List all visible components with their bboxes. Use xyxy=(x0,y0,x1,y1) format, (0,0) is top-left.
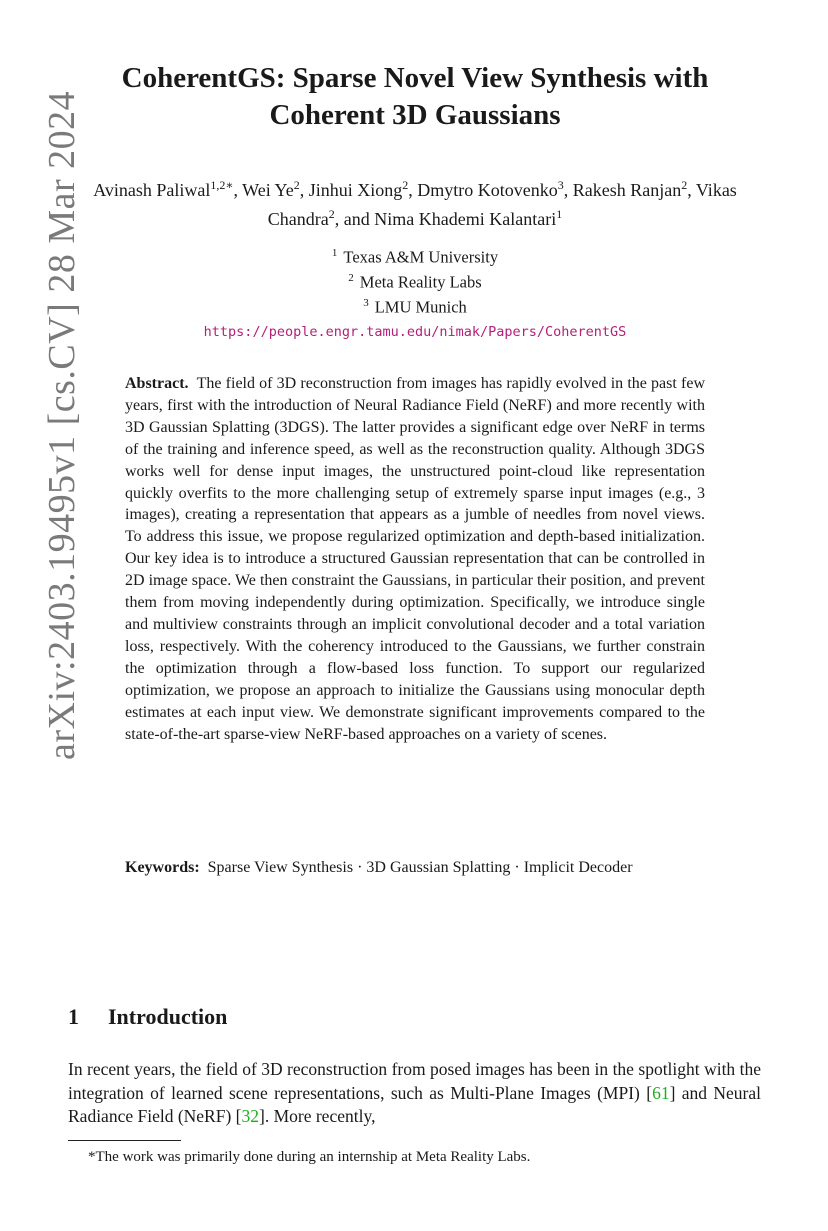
abstract xyxy=(125,373,705,745)
intro-text: ] and Neural Radiance Field (NeRF) [ xyxy=(68,1082,761,1126)
abstract-text: The field of 3D reconstruction from images has rapidly evolved in the past few years, first with the introduction of Neural Radiance Field (NeRF) and more recently with 3D Gaussian Splatting (3DGS). The latter provides a significant edge over NeRF in terms of the training and inference speed, as well as the reconstruction quality. Although 3DGS works well for dense input images, the unstructured point-cloud like representation quickly overfits to the more challenging setup of extremely sparse input images (e.g., 3 images), creating a representation that appears as a jumble of needles from novel views. To address this issue, we propose regularized optimization and depth-based initialization. Our key idea is to introduce a structured Gaussian representation that can be controlled in 2D image space. We then constraint the Gaussians, in particular their position, and prevent them from moving independently during optimization. Specifically, we introduce single and multiview constraints through an implicit convolutional decoder and a total variation loss, respectively. With the coherency introduced to the Gaussians, we further constrain the optimization through a flow-based loss function. To support our regularized optimization, we propose an approach to initialize the Gaussians using monocular depth estimates at each input view. We demonstrate significant improvements compared to the state-of-the-art sparse-view NeRF-based approaches on a variety of scenes. xyxy=(125,375,705,743)
author-name: , and Nima Khademi Kalantari xyxy=(334,209,557,229)
author-list xyxy=(80,173,750,231)
author-name: , Dmytro Kotovenko xyxy=(408,180,558,200)
author-affil: 2 xyxy=(293,178,300,192)
citation-link[interactable]: 61 xyxy=(652,1082,670,1103)
section-title: Introduction xyxy=(108,1004,228,1029)
author-affil: 3 xyxy=(557,178,564,192)
intro-paragraph xyxy=(68,1058,761,1129)
author-name: , Jinhui Xiong xyxy=(299,180,403,200)
arxiv-sidebar-id: arXiv:2403.19495v1 [cs.CV] 28 Mar 2024 xyxy=(41,90,83,760)
author-affil: 1 xyxy=(556,207,563,221)
paper-title xyxy=(70,60,760,134)
footnote: *The work was primarily done during an internship at Meta Reality Labs. xyxy=(88,1149,531,1165)
title-line-2: Coherent 3D Gaussians xyxy=(269,99,561,131)
affiliation-number: 3 xyxy=(363,297,369,309)
affiliation-item xyxy=(80,293,750,318)
affiliation-name: Meta Reality Labs xyxy=(359,272,482,292)
author-affil: 2 xyxy=(681,178,688,192)
project-url-link[interactable]: https://people.engr.tamu.edu/nimak/Papers/CoherentGS xyxy=(203,324,627,340)
keywords-label: Keywords: xyxy=(125,859,200,876)
section-number: 1 xyxy=(68,1004,79,1029)
keywords xyxy=(125,857,705,879)
affiliation-name: Texas A&M University xyxy=(343,247,499,267)
author-name: , Vikas Chandra xyxy=(267,180,737,229)
author-name: , Rakesh Ranjan xyxy=(563,180,682,200)
section-heading xyxy=(68,1004,227,1030)
intro-text: ]. More recently, xyxy=(259,1106,376,1126)
author-name: , Wei Ye xyxy=(233,180,294,200)
keywords-text: Sparse View Synthesis · 3D Gaussian Splatting · Implicit Decoder xyxy=(207,859,633,876)
affiliation-item xyxy=(80,243,750,268)
author-name: Avinash Paliwal xyxy=(93,180,211,200)
affiliation-name: LMU Munich xyxy=(374,297,467,317)
author-affil: 2 xyxy=(402,178,409,192)
affiliation-number: 1 xyxy=(331,247,338,259)
citation-link[interactable]: 32 xyxy=(241,1106,259,1126)
abstract-label: Abstract. xyxy=(125,375,189,392)
affiliation-number: 2 xyxy=(348,272,354,284)
author-affil: 1,2∗ xyxy=(210,178,234,192)
title-line-1: CoherentGS: Sparse Novel View Synthesis with xyxy=(121,62,709,94)
author-affil: 2 xyxy=(328,207,335,221)
affiliations xyxy=(80,243,750,318)
affiliation-item xyxy=(80,268,750,293)
footnote-rule xyxy=(68,1140,181,1141)
intro-text: In recent years, the field of 3D reconstruction from posed images has been in the spotlight with the integration of learned scene representations, such as Multi-Plane Images (MPI) [ xyxy=(68,1059,761,1103)
